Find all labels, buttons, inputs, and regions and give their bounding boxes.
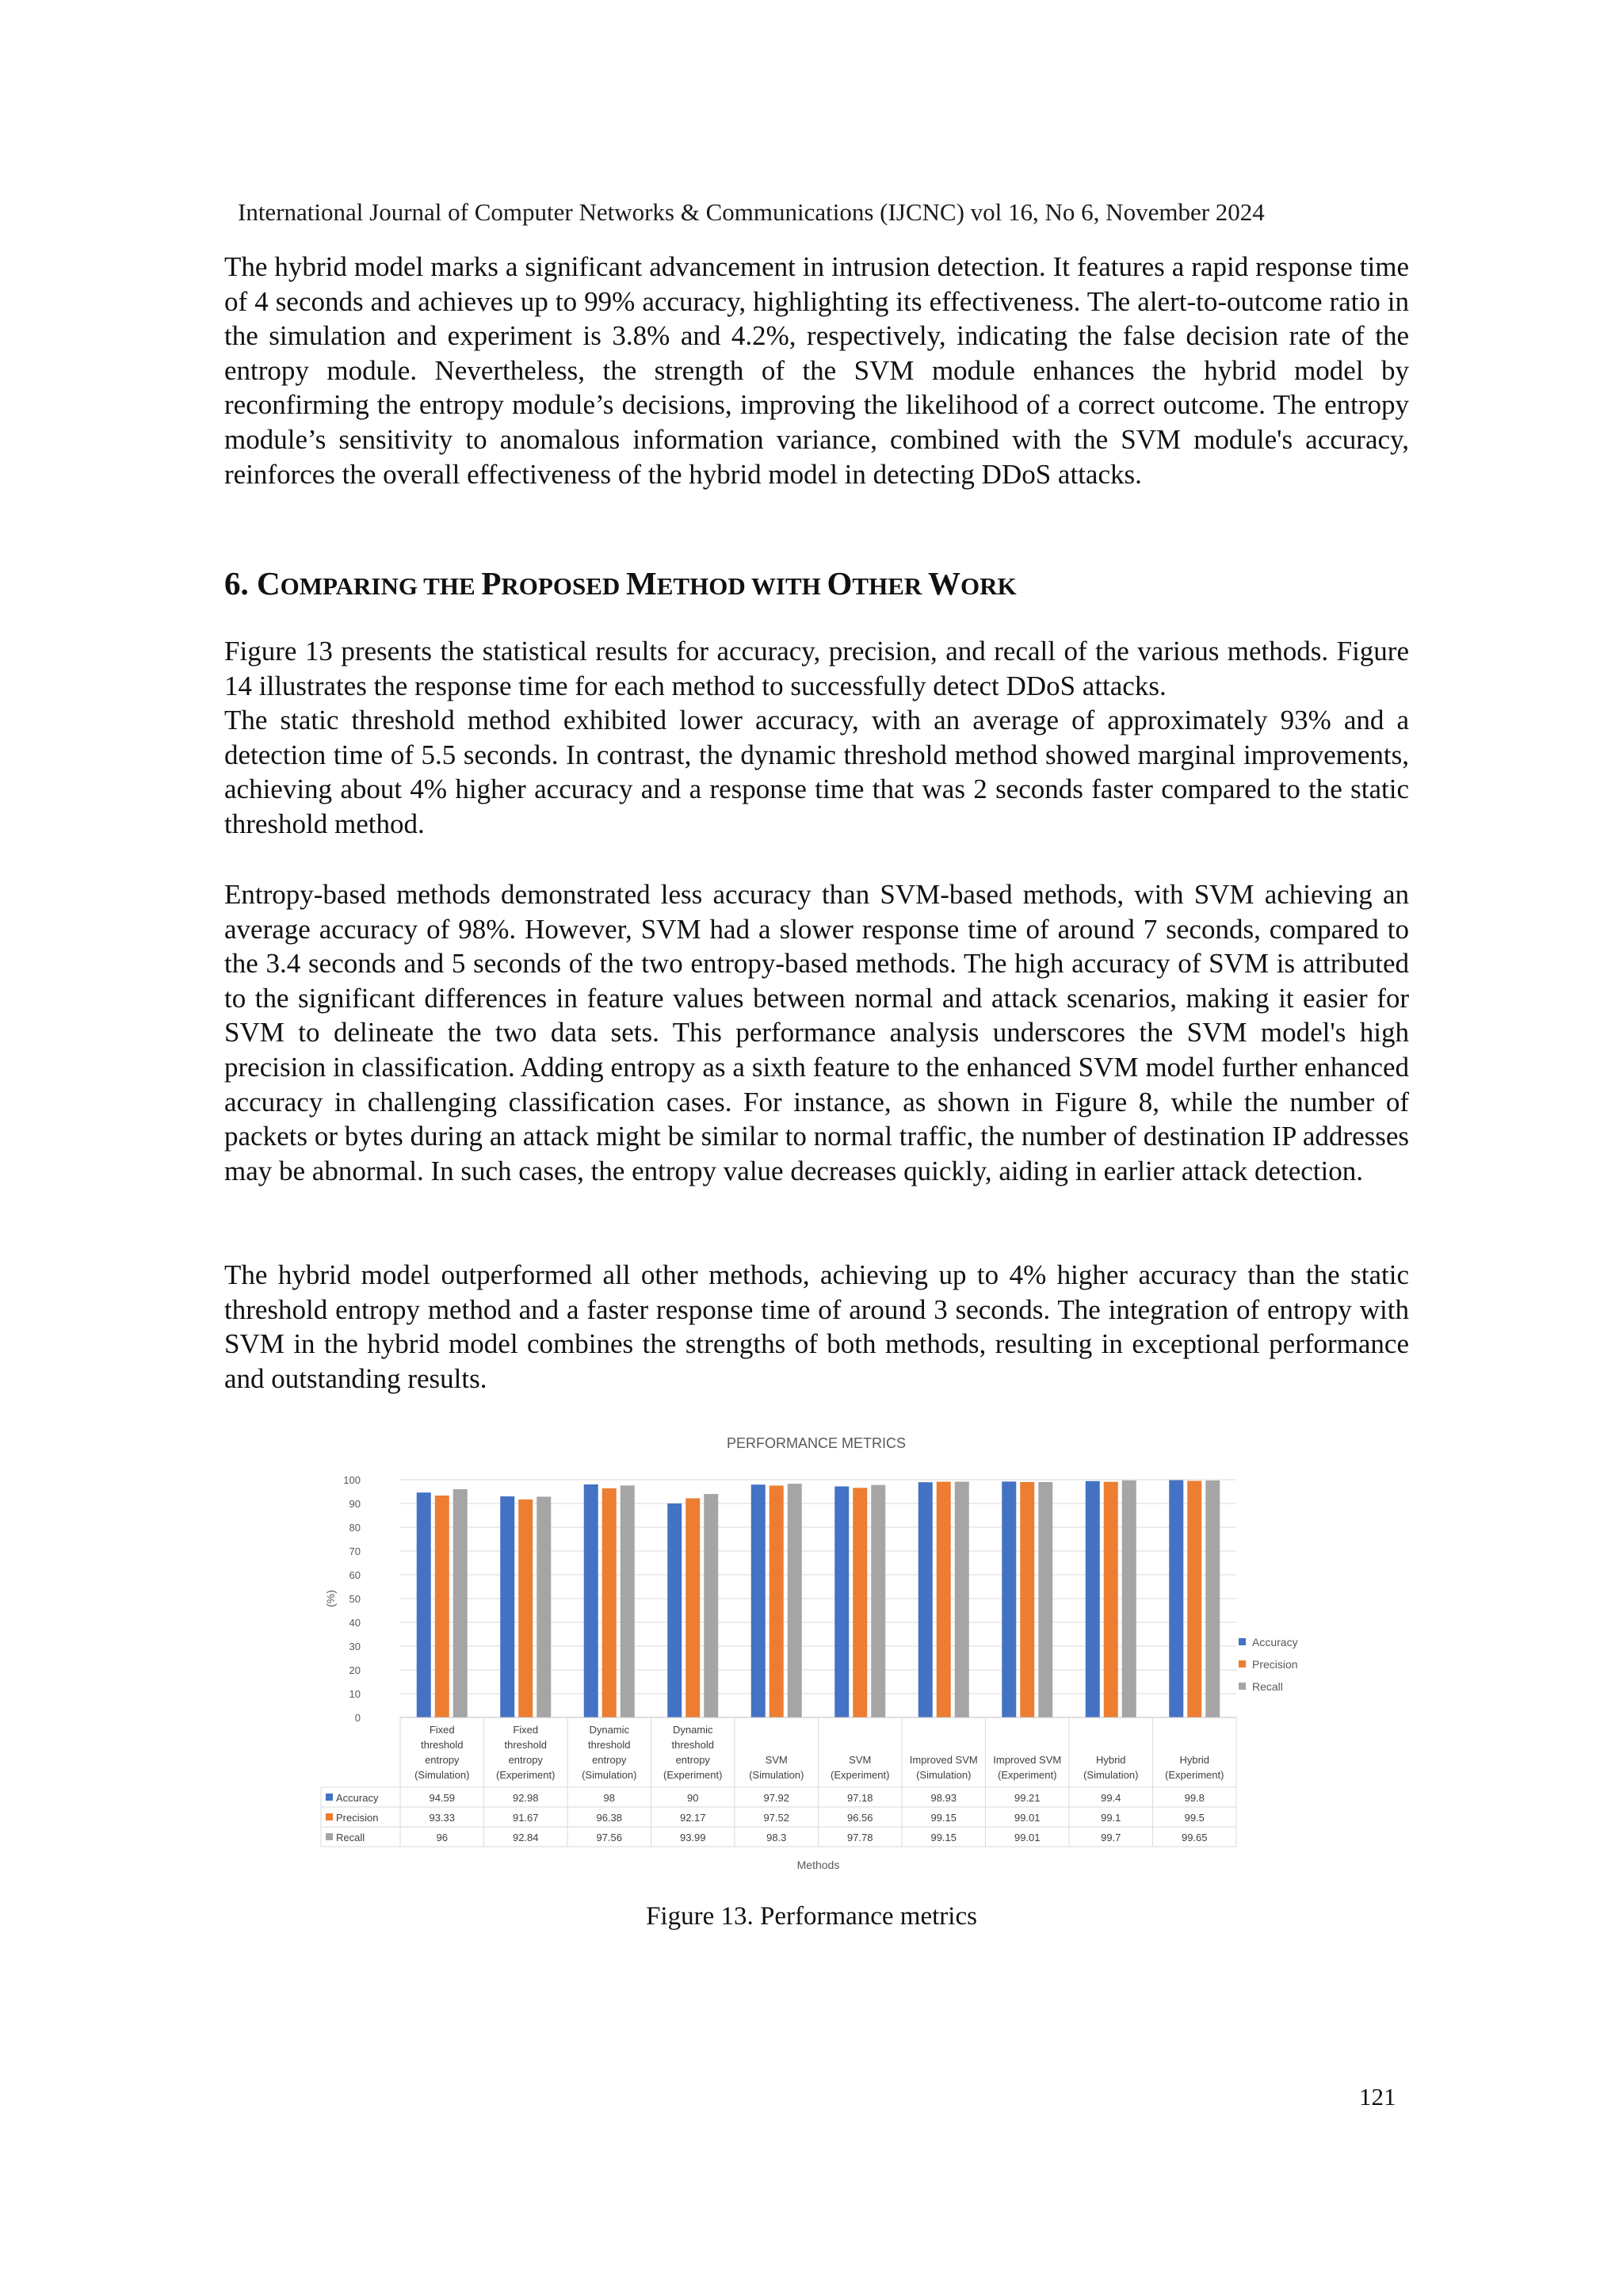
- y-tick-label: 80: [349, 1522, 361, 1534]
- bar-recall: [453, 1489, 468, 1717]
- data-value: 97.52: [763, 1812, 790, 1824]
- y-axis-label: (%): [324, 1590, 337, 1607]
- category-label: threshold: [671, 1739, 714, 1751]
- bar-recall: [704, 1494, 718, 1717]
- data-value: 97.92: [763, 1792, 790, 1804]
- bar-accuracy: [417, 1492, 431, 1717]
- data-value: 99.5: [1184, 1812, 1205, 1824]
- category-label: Improved SVM: [909, 1754, 978, 1766]
- paragraph-hybrid-summary: [224, 250, 1409, 491]
- bar-recall: [1038, 1482, 1052, 1717]
- category-label: Hybrid: [1095, 1754, 1126, 1766]
- journal-header: International Journal of Computer Networks & Communications (IJCNC) vol 16, No 6, November 2024: [238, 198, 1265, 226]
- category-label: threshold: [504, 1739, 547, 1751]
- data-value: 99.15: [930, 1832, 957, 1843]
- bar-precision: [1020, 1482, 1034, 1717]
- y-tick-label: 70: [349, 1545, 361, 1557]
- category-label: (Experiment): [998, 1769, 1057, 1781]
- paragraph-hybrid-outperforms: [224, 1258, 1409, 1396]
- bar-accuracy: [1169, 1480, 1183, 1717]
- category-label: (Simulation): [582, 1769, 637, 1781]
- x-axis-label: Methods: [796, 1859, 840, 1871]
- category-label: Fixed: [429, 1724, 455, 1736]
- category-label: (Simulation): [414, 1769, 470, 1781]
- data-value: 97.56: [596, 1832, 623, 1843]
- bar-precision: [1104, 1482, 1118, 1717]
- data-value: 98.3: [766, 1832, 787, 1843]
- category-label: (Experiment): [1165, 1769, 1224, 1781]
- paragraph-entropy-vs-svm: [224, 877, 1409, 1188]
- y-tick-label: 30: [349, 1641, 361, 1652]
- bar-recall: [537, 1496, 551, 1717]
- y-tick-label: 100: [343, 1474, 361, 1486]
- bar-recall: [1122, 1480, 1136, 1717]
- category-label: Improved SVM: [993, 1754, 1062, 1766]
- category-label: entropy: [675, 1754, 710, 1766]
- data-value: 99.7: [1101, 1832, 1121, 1843]
- data-value: 98.93: [930, 1792, 957, 1804]
- category-label: (Experiment): [831, 1769, 890, 1781]
- section-title-smallcaps: ETHOD: [656, 572, 751, 600]
- bar-accuracy: [751, 1484, 766, 1717]
- table-row-label: Accuracy: [336, 1792, 379, 1804]
- y-tick-label: 60: [349, 1569, 361, 1581]
- bar-accuracy: [918, 1482, 933, 1717]
- section-number: 6.: [224, 565, 249, 602]
- paragraph-text: The hybrid model marks a significant advancement in intrusion detection. It features a rapid response time of 4 seconds and achieves up to 99% accuracy, highlighting its effectiveness. The alert-to-outcome ratio in the simulation and experiment is 3.8% and 4.2%, respectively, indicating the false decision rate of the entropy module. Nevertheless, the strength of the SVM module enhances the hybrid model by reconfirming the entropy module’s decisions, improving the likelihood of a correct outcome. The entropy module’s sensitivity to anomalous information variance, combined with the SVM module's accuracy, reinforces the overall effectiveness of the hybrid model in detecting DDoS attacks.: [224, 251, 1409, 490]
- y-tick-label: 40: [349, 1617, 361, 1629]
- data-value: 92.17: [679, 1812, 706, 1824]
- category-label: entropy: [508, 1754, 543, 1766]
- data-value: 92.98: [512, 1792, 539, 1804]
- data-value: 94.59: [429, 1792, 456, 1804]
- bar-precision: [853, 1488, 867, 1717]
- data-value: 99.4: [1101, 1792, 1121, 1804]
- bar-precision: [685, 1498, 700, 1717]
- section-title-capital: M: [626, 565, 657, 602]
- data-value: 97.18: [846, 1792, 873, 1804]
- table-legend-key: [326, 1833, 333, 1840]
- section-title-capital: W: [928, 565, 961, 602]
- bar-accuracy: [667, 1503, 682, 1717]
- legend-label: Precision: [1252, 1658, 1298, 1671]
- section-title-capital: O: [827, 565, 853, 602]
- chart-title: PERFORMANCE METRICS: [726, 1435, 907, 1451]
- section-title-smallcaps: ORK: [960, 572, 1017, 600]
- category-label: (Simulation): [1083, 1769, 1139, 1781]
- section-title-smallcaps: ROPOSED: [501, 572, 627, 600]
- bar-precision: [937, 1482, 951, 1717]
- bar-accuracy: [834, 1486, 849, 1717]
- bar-recall: [788, 1484, 802, 1717]
- legend-label: Accuracy: [1252, 1636, 1298, 1648]
- section-title-smallcaps: THER: [852, 572, 929, 600]
- section-title-capital: P: [481, 565, 502, 602]
- table-row-label: Recall: [336, 1832, 365, 1843]
- paragraph-text: Figure 13 presents the statistical results for accuracy, precision, and recall of the various methods. Figure 14 illustrates the response time for each method to successfully detect DDoS attacks.: [224, 636, 1409, 701]
- bar-recall: [1205, 1480, 1220, 1717]
- data-value: 99.01: [1014, 1812, 1041, 1824]
- data-value: 91.67: [512, 1812, 539, 1824]
- table-legend-key: [326, 1813, 333, 1820]
- data-value: 92.84: [512, 1832, 539, 1843]
- bar-accuracy: [500, 1496, 514, 1717]
- section-heading: [224, 564, 1017, 602]
- category-label: Dynamic: [672, 1724, 713, 1736]
- data-value: 99.15: [930, 1812, 957, 1824]
- section-title-smallcaps: WITH: [750, 572, 827, 600]
- category-label: (Experiment): [496, 1769, 556, 1781]
- page-number: 121: [1359, 2083, 1396, 2111]
- data-value: 93.99: [679, 1832, 706, 1843]
- data-value: 90: [687, 1792, 699, 1804]
- performance-metrics-figure: [317, 1431, 1298, 1871]
- category-label: entropy: [592, 1754, 627, 1766]
- data-value: 99.8: [1184, 1792, 1205, 1804]
- data-value: 93.33: [429, 1812, 456, 1824]
- legend-key: [1239, 1638, 1246, 1645]
- bar-recall: [955, 1482, 969, 1717]
- data-value: 98: [603, 1792, 615, 1804]
- legend-key: [1239, 1683, 1246, 1690]
- category-label: threshold: [421, 1739, 464, 1751]
- table-legend-key: [326, 1794, 333, 1801]
- data-value: 99.01: [1014, 1832, 1041, 1843]
- data-value: 97.78: [846, 1832, 873, 1843]
- paragraph-text: Entropy-based methods demonstrated less accuracy than SVM-based methods, with SVM achieving an average accuracy of 98%. However, SVM had a slower response time of around 7 seconds, compared to the 3.4 seconds and 5 seconds of the two entropy-based methods. The high accuracy of SVM is attributed to the significant differences in feature values between normal and attack scenarios, making it easier for SVM to delineate the two data sets. This performance analysis underscores the SVM model's high precision in classification. Adding entropy as a sixth feature to the enhanced SVM model further enhanced accuracy in challenging classification cases. For instance, as shown in Figure 8, while the number of packets or bytes during an attack might be similar to normal traffic, the number of destination IP addresses may be abnormal. In such cases, the entropy value decreases quickly, aiding in earlier attack detection.: [224, 879, 1409, 1186]
- bar-precision: [769, 1485, 784, 1717]
- bar-precision: [435, 1496, 449, 1717]
- category-label: SVM: [765, 1754, 788, 1766]
- paragraph-figure-intro: [224, 634, 1409, 842]
- y-tick-label: 90: [349, 1498, 361, 1510]
- y-tick-label: 0: [354, 1712, 361, 1724]
- bar-accuracy: [1086, 1481, 1100, 1717]
- paragraph-text: The hybrid model outperformed all other methods, achieving up to 4% higher accuracy than the static threshold entropy method and a faster response time of around 3 seconds. The integration of entropy with SVM in the hybrid model combines the strengths of both methods, resulting in exceptional performance and outstanding results.: [224, 1259, 1409, 1394]
- section-title-text: [257, 565, 1017, 602]
- bar-precision: [1187, 1481, 1201, 1718]
- data-value: 96.56: [846, 1812, 873, 1824]
- y-tick-label: 20: [349, 1664, 361, 1676]
- y-tick-label: 50: [349, 1593, 361, 1605]
- paragraph-text: The static threshold method exhibited lower accuracy, with an average of approximately 93% and a detection time of 5.5 seconds. In contrast, the dynamic threshold method showed marginal improvements, achieving about 4% higher accuracy and a response time that was 2 seconds faster compared to the static threshold method.: [224, 705, 1409, 839]
- section-title-smallcaps: THE: [423, 572, 482, 600]
- category-label: (Experiment): [663, 1769, 723, 1781]
- bar-accuracy: [1002, 1481, 1016, 1717]
- bar-accuracy: [584, 1484, 598, 1717]
- data-value: 99.1: [1101, 1812, 1121, 1824]
- bar-precision: [518, 1499, 533, 1717]
- category-label: Hybrid: [1179, 1754, 1210, 1766]
- table-row-label: Precision: [336, 1812, 379, 1824]
- category-label: entropy: [425, 1754, 460, 1766]
- category-label: threshold: [588, 1739, 631, 1751]
- section-title-smallcaps: OMPARING: [280, 572, 424, 600]
- data-value: 99.65: [1181, 1832, 1208, 1843]
- data-value: 99.21: [1014, 1792, 1041, 1804]
- category-label: (Simulation): [916, 1769, 972, 1781]
- category-label: SVM: [849, 1754, 872, 1766]
- y-tick-label: 10: [349, 1688, 361, 1700]
- data-value: 96.38: [596, 1812, 623, 1824]
- data-value: 96: [436, 1832, 448, 1843]
- category-label: Fixed: [513, 1724, 539, 1736]
- bar-precision: [602, 1488, 617, 1717]
- legend-key: [1239, 1660, 1246, 1668]
- bar-recall: [871, 1485, 885, 1717]
- figure-caption: Figure 13. Performance metrics: [646, 1902, 977, 1931]
- category-label: Dynamic: [589, 1724, 630, 1736]
- legend-label: Recall: [1252, 1680, 1283, 1693]
- bar-recall: [621, 1485, 635, 1717]
- performance-chart: [317, 1431, 1298, 1871]
- section-title-capital: C: [257, 565, 281, 602]
- category-label: (Simulation): [749, 1769, 804, 1781]
